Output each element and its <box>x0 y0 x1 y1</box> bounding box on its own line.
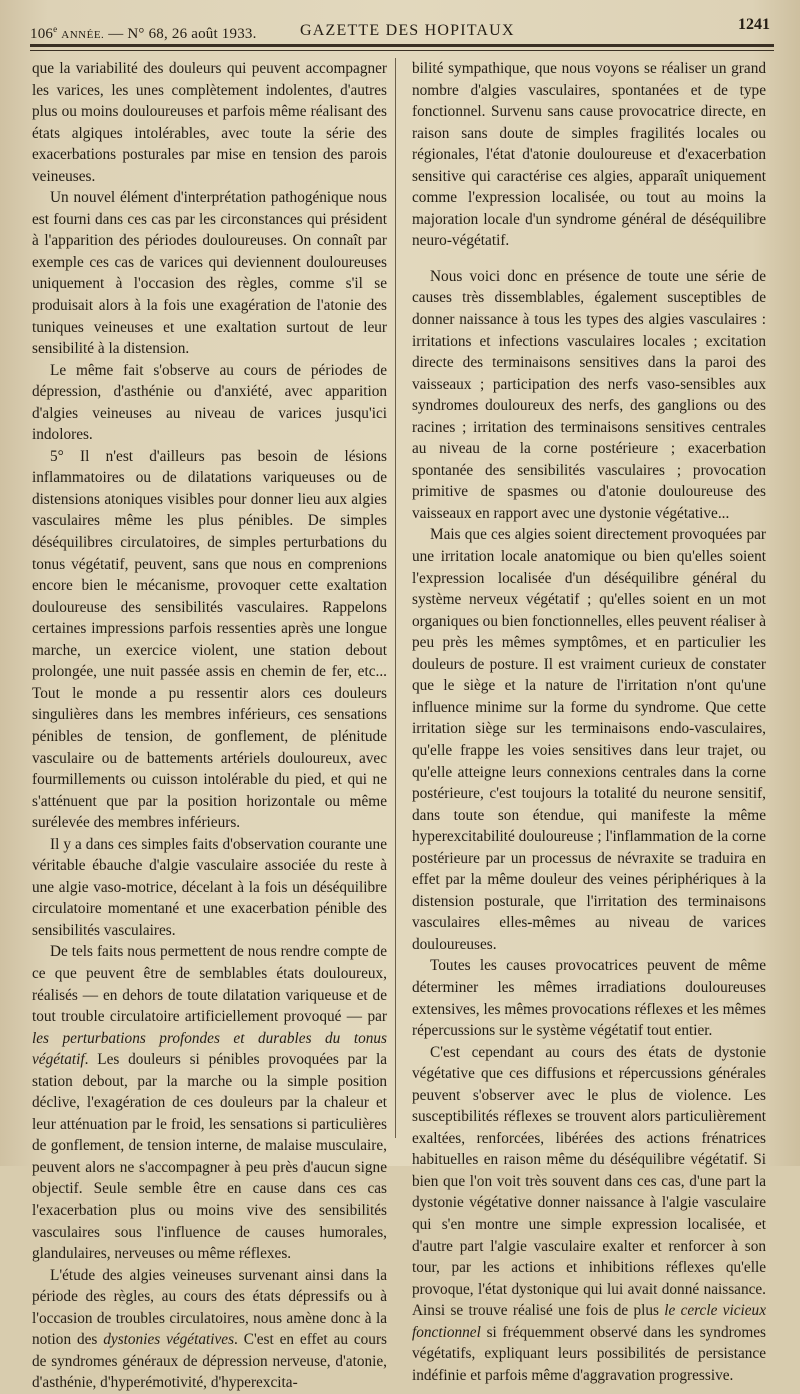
header-rule-thick <box>30 44 774 47</box>
paragraph-text: De tels faits nous permettent de nous rendre compte de ce que peuvent être de semblables états douloureux, réalisés — en dehors de toute dilatation variqueuse et de tout trouble circulatoire artificiellement provoqué — par <box>32 943 387 1026</box>
paragraph: bilité sympathique, que nous voyons se réaliser un grand nombre d'algies vasculaires, spontanées et de type fonctionnel. Survenu sans cause provocatrice directe, en raison sans doute de simples fragilités locales ou régionales, l'état d'atonie douloureuse et d'exacerbation sensitive qui caractérise ces algies, apparaît uniquement comme l'expression localisée, ou tout au moins la majoration locale d'un syndrome général de déséquilibre neuro-végétatif. <box>412 60 766 250</box>
header-rule-thin <box>30 50 774 51</box>
right-column <box>412 58 766 1386</box>
year-number: 106 <box>30 26 54 42</box>
page-number: 1241 <box>738 16 770 33</box>
column-divider <box>395 58 396 1138</box>
emphasis: dystonies végétatives <box>103 1331 235 1349</box>
journal-title: GAZETTE DES HOPITAUX <box>300 22 515 39</box>
paragraph-text: C'est cependant au cours des états de dystonie végétative que ces diffusions et répercussions générales peuvent s'observer avec le plus de violence. Les susceptibilités réflexes se trouvent alors particulièrement exaltées, renforcées, libérées des actions frénatrices habituelles en raison même du déséquilibre végétatif. Si bien que l'on voit très souvent dans ces cas, d'une part la dystonie végétative donner naissance à l'algie vasculaire qui s'en montre une simple expression localisée, et d'autre part l'algie vasculaire exalter et renforcer à son tour, par les actions et inhibitions réflexes qu'elle provoque, l'état dystonique qui lui avait donné naissance. Ainsi se trouve réalisé une fois de plus <box>412 1043 766 1320</box>
paragraph: 5° Il n'est d'ailleurs pas besoin de lésions inflammatoires ou de dilatations variqueuses ou de distensions atoniques visibles pour donner lieu aux algies vasculaires même les plus pénibles. De simples déséquilibres circulatoires, de simples perturbations du tonus végétatif, peuvent, sans que nous en comprenions encore bien le mécanisme, provoquer cette exaltation douloureuse des sensibilités vasculaires. Rappelons certaines impressions parfois ressenties après une longue marche, un exercice violent, une station debout prolongée, une nuit passée assis en chemin de fer, etc... Tout le monde a pu ressentir alors ces douleurs singulières dans les membres inférieurs, ces sensations pénibles de tension, de gonflement, de plénitude vasculaire ou de battements artériels douloureux, avec fourmillements ou cuisson intolérable du pied, et qui ne s'atténuent que par la position horizontale ou même surélevée des membres inférieurs. <box>32 447 387 832</box>
year-suffix: e <box>53 24 58 34</box>
year-word: ANNÉE. <box>61 29 105 41</box>
paragraph <box>32 941 387 1264</box>
left-column <box>32 58 387 1394</box>
paragraph: Toutes les causes provocatrices peuvent de même déterminer les mêmes irradiations douloureuses extensives, les mêmes provocations réflexes et les mêmes répercussions sur le système végétatif tout entier. <box>412 957 766 1040</box>
paragraph <box>32 1265 387 1394</box>
paragraph: Le même fait s'observe au cours de périodes de dépression, d'asthénie ou d'anxiété, avec apparition d'algies veineuses au niveau de varices jusqu'ici indolores. <box>32 361 387 444</box>
paragraph: Il y a dans ces simples faits d'observation courante une véritable ébauche d'algie vasculaire associée du reste à une algie vaso-motrice, décelant à la fois un déséquilibre circulatoire momentané et une exacerbation pénible des sensibilités vasculaires. <box>32 835 387 939</box>
paragraph-text: . C'est en effet au cours de syndromes généraux de dépression nerveuse, d'atonie, d'asthénie, d'hyperémotivité, d'hyperexcita- <box>32 1331 387 1392</box>
paragraph: Nous voici donc en présence de toute une série de causes très dissemblables, également susceptibles de donner naissance à tous les types des algies vasculaires : irritations et infections vasculaires locales ; excitation directe des terminaisons sensitives dans la paroi des vaisseaux ; participation des nerfs vaso-sensibles aux syndromes douloureux des nerfs, des ganglions ou des racines ; irritation des terminaisons sensitives centrales au niveau de la corne postérieure ; exacerbation spontanée des sensibilités vasculaires ; provocation primitive de spasmes ou d'atonie douloureuse des vaisseaux en rapport avec une dystonie végétative... <box>412 267 766 522</box>
paragraph-text: L'étude des algies veineuses survenant ainsi dans la période des règles, au cours des états dépressifs ou à l'occasion de troubles circulatoires, nous amène donc à la notion des <box>32 1266 387 1349</box>
paragraph-text: . Les douleurs si pénibles provoquées par la station debout, par la marche ou la simple position déclive, l'exagération de ces douleurs par la chaleur et leur atténuation par le froid, les sensations si particulières de gonflement, de tension interne, de malaise musculaire, peuvent alors ne s'accompagner à peu près d'aucun signe objectif. Seule semble être en cause dans ces cas l'exacerbation plus ou moins vive des sensibilités vasculaires sous l'influence de causes humorales, glandulaires, nerveuses ou même réflexes. <box>32 1051 387 1263</box>
paragraph: Mais que ces algies soient directement provoquées par une irritation locale anatomique ou bien qu'elles soient l'expression localisée d'un déséquilibre général du système nerveux végétatif ; qu'elles soient en un mot organiques ou bien fonctionnelles, elles peuvent réaliser à peu près les mêmes symptômes, et en particulier les douleurs de posture. Il est vraiment curieux de constater que le siège et la nature de l'irritation n'ont qu'une influence minime sur la forme du syndrome. Que cette irritation siège sur les terminaisons endo-vasculaires, qu'elle frappe les voies sensitives dans leur trajet, ou qu'elle atteigne leurs connexions centrales dans la corne postérieure, c'est toujours la totalité du neurone sensitif, dans toute son étendue, qui manifeste la même hyperexcitabilité douloureuse ; l'inflammation de la corne postérieure par un processus de névraxite se traduira en effet par la même douleur des veines périphériques à la distension posturale, que l'irritation des terminaisons vasculaires elles-mêmes au niveau de varices douloureuses. <box>412 526 766 953</box>
emphasis: les perturbations profondes et durables du tonus végétatif <box>32 1029 387 1069</box>
emphasis: le cercle vicieux fonctionnel <box>412 1302 766 1341</box>
paragraph: Un nouvel élément d'interprétation pathogénique nous est fourni dans ces cas par les circonstances qui président à l'apparition des périodes douloureuses. On connaît par exemple ces cas de varices qui deviennent douloureuses uniquement à l'occasion des règles, comme s'il se produisait alors à la fois une exagération de l'atonie des tuniques veineuses et une exaltation surtout de leur sensibilité à la distension. <box>32 189 387 358</box>
paragraph: que la variabilité des douleurs qui peuvent accompagner les varices, les unes complètement indolentes, d'autres plus ou moins douloureuses et parfois même réalisant des états algiques intolérables, avec toute la série des exacerbations posturales par mise en tension des parois veineuses. <box>32 60 387 185</box>
paragraph <box>412 1042 766 1387</box>
issue-date: — N° 68, 26 août 1933. <box>108 26 257 42</box>
page-header <box>30 14 772 44</box>
issue-line <box>30 24 257 43</box>
paragraph-text: si fréquemment observé dans les syndromes végétatifs, expliquant leurs possibilités de persistance indéfinie et parfois même d'aggravation progressive. <box>412 1323 766 1384</box>
